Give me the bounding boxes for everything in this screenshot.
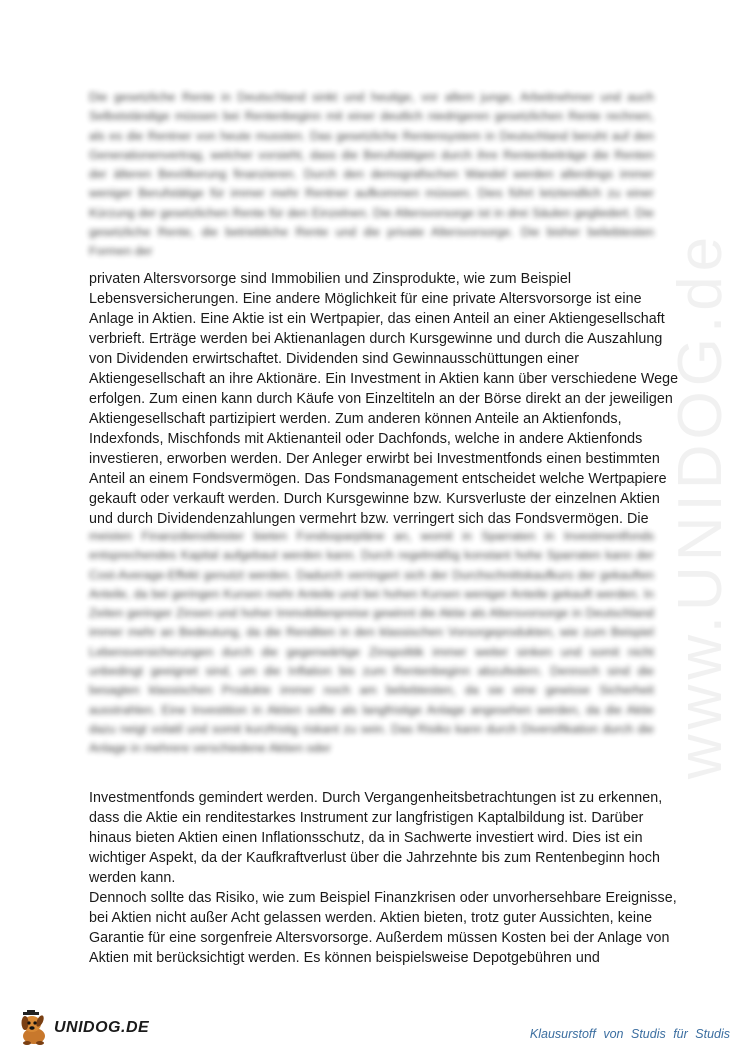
text-line: investieren, erworben werden. Der Anleger erwirbt bei Investmentfonds einen bestimmten bbox=[89, 451, 660, 467]
visible-paragraph-middle bbox=[89, 269, 679, 529]
text-line: gekauft oder verkauft werden. Durch Kursgewinne bzw. Kursverluste der einzelnen Aktien bbox=[89, 491, 660, 507]
blurred-paragraph-bottom: meisten Finanzdienstleister bieten Fondssparpläne an, womit in Sparraten in Investmentfonds entsprechendes Kapital aufgebaut werden kann. Durch regelmäßig konstant hohe Sparraten kann der Cost-Average-Effekt genutzt werden. Dadurch verringert sich der Durchschnittskaufkurs der gekauften Anteile, da bei geringen Kursen mehr Anteile und bei hohen Kursen weniger Anteile gekauft werden. In Zeiten geringer Zinsen und hoher Immobilienpreise gewinnt die Aktie als Altersvorsorge in Deutschland immer mehr an Bedeutung, da die Renditen in den klassischen Vorsorgeprodukten, wie zum Beispiel Lebensversicherungen durch die gegenwärtige Zinspolitik immer weiter sinken und somit nicht unbedingt geeignet sind, um die Inflation bis zum Rentenbeginn abzufedern. Dennoch sind die besagten klassischen Produkte immer noch am beliebtesten, da sie eine gewisse Sicherheit ausstrahlen. Eine Investition in Aktien sollte als langfristige Anlage angesehen werden, da die Aktie dazu neigt volatil und somit kurzfristig riskant zu sein. Das Risiko kann durch Diversifikation durch die Anlage in mehrere verschiedene Aktien oder bbox=[89, 529, 654, 756]
text-line: erfolgen. Zum einen kann durch Käufe von Einzeltiteln an der Börse direkt an der jeweiligen bbox=[89, 391, 673, 407]
text-line: Lebensversicherungen. Eine andere Möglichkeit für eine private Altersvorsorge ist eine bbox=[89, 291, 642, 307]
text-line: von Dividenden erwirtschaftet. Dividenden sind Gewinnausschüttungen einer bbox=[89, 351, 580, 367]
text-line: Dennoch sollte das Risiko, wie zum Beispiel Finanzkrisen oder unvorhersehbare Ereignisse, bbox=[89, 890, 677, 906]
text-line: privaten Altersvorsorge sind Immobilien und Zinsprodukte, wie zum Beispiel bbox=[89, 271, 572, 287]
text-line: Anlage in Aktien. Eine Aktie ist ein Wertpapier, das einen Anteil an einer Aktiengesellschaft bbox=[89, 311, 665, 327]
text-line: Aktien mit berücksichtigt werden. Es können beispielsweise Depotgebühren und bbox=[89, 950, 600, 966]
text-line: Indexfonds, Mischfonds mit Aktienanteil oder Dachfonds, welche in andere Aktienfonds bbox=[89, 431, 643, 447]
text-line: wichtiger Aspekt, da der Kaufkraftverlust über die Jahrzehnte bis zum Rentenbeginn hoch bbox=[89, 850, 660, 866]
logo-text: UNIDOG.DE bbox=[54, 1019, 150, 1036]
text-line: verbrieft. Erträge werden bei Aktienanlagen durch Kursgewinne und durch die Auszahlung bbox=[89, 331, 663, 347]
footer-tagline: Klausurstoff von Studis für Studis bbox=[529, 1027, 730, 1041]
text-line: dass die Aktie ein renditestarkes Instrument zur langfristigen Kaptalbildung ist. Darüber bbox=[89, 810, 644, 826]
blurred-paragraph-top: Die gesetzliche Rente in Deutschland sinkt und heutige, vor allem junge, Arbeitnehmer und auch Selbstständige müssen bei Rentenbeginn mit einer deutlich niedrigeren gesetzlichen Rente rechnen, als es die Rentner von heute mussten. Das gesetzliche Rentensystem in Deutschland beruht auf den Generationenvertrag, welcher vorsieht, dass die Berufstätigen durch ihre Rentenbeiträge die Renten der älteren Bevölkerung finanzieren. Durch den demografischen Wandel werden allerdings immer weniger Berufstätige für immer mehr Rentner aufkommen müssen. Dies führt letztendlich zu einer Kürzung der gesetzlichen Rente für den Einzelnen. Die Altersvorsorge ist in drei Säulen gegliedert. Die gesetzliche Rente, die betriebliche Rente und die private Altersvorsorge. Die bisher beliebtesten Formen der bbox=[89, 90, 654, 259]
unidog-logo[interactable] bbox=[18, 1010, 149, 1046]
text-line: hinaus bieten Aktien einen Inflationsschutz, da in Sachwerte investiert wird. Dies ist ein bbox=[89, 830, 643, 846]
text-line: Investmentfonds gemindert werden. Durch Vergangenheitsbetrachtungen ist zu erkennen, bbox=[89, 790, 663, 806]
text-line: werden kann. bbox=[89, 870, 176, 886]
visible-paragraph-bottom bbox=[89, 788, 677, 968]
watermark-text: www.UNIDOG.de bbox=[666, 231, 736, 779]
watermark bbox=[666, 231, 736, 779]
text-line: Aktiengesellschaft partizipiert werden. Zum anderen können Anteile an Aktienfonds, bbox=[89, 411, 622, 427]
text-line: Garantie für eine sorgenfreie Altersvorsorge. Außerdem müssen Kosten bei der Anlage von bbox=[89, 930, 670, 946]
text-line: und durch Dividendenzahlungen vermehrt bzw. verringert sich das Fondsvermögen. Die bbox=[89, 511, 649, 527]
dog-mascot-icon bbox=[18, 1010, 52, 1046]
text-line: bei Aktien nicht außer Acht gelassen werden. Aktien bieten, trotz guter Aussichten, keine bbox=[89, 910, 653, 926]
text-line: Aktiengesellschaft an ihre Aktionäre. Ein Investment in Aktien kann über verschiedene Wege bbox=[89, 371, 679, 387]
text-line: Anteil an einem Fondsvermögen. Das Fondsmanagement entscheidet welche Wertpapiere bbox=[89, 471, 667, 487]
